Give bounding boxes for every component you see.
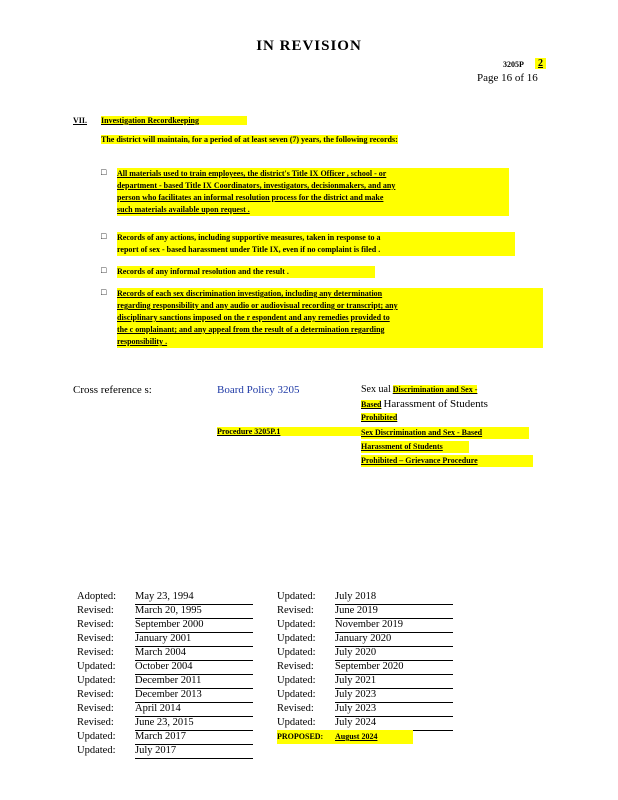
history-date: June 23, 2015: [135, 716, 253, 731]
history-date: November 2019: [335, 618, 453, 633]
history-row: [77, 674, 253, 688]
history-row: [277, 702, 453, 716]
bullet-checkbox-icon: □: [101, 265, 107, 275]
board-policy-title-harassment: Harassment of Students: [383, 398, 488, 410]
history-row: [277, 618, 453, 632]
history-row: [77, 590, 253, 604]
board-policy-link[interactable]: Board Policy 3205: [217, 384, 300, 396]
section-intro-text: The district will maintain, for a period of at least seven (7) years, the following records:: [101, 135, 398, 144]
history-date: September 2000: [135, 618, 253, 633]
bullet-item-training-materials: [117, 168, 509, 216]
history-date: July 2021: [335, 674, 453, 689]
page-number: Page 16 of 16: [477, 72, 538, 84]
history-label: Adopted:: [77, 591, 117, 602]
procedure-title-line2: Harassment of Students: [361, 441, 469, 453]
history-label: Updated:: [277, 675, 316, 686]
history-label: Revised:: [77, 647, 114, 658]
history-row: [277, 674, 453, 688]
history-date: December 2011: [135, 674, 253, 689]
history-row: [277, 604, 453, 618]
section-number: VII.: [73, 116, 88, 125]
history-label: Updated:: [77, 661, 116, 672]
bullet-line: Records of any actions, including supportive measures, taken in response to a: [117, 233, 381, 242]
proposed-date: August 2024: [335, 732, 378, 741]
history-label: Revised:: [77, 605, 114, 616]
history-label: Updated:: [277, 689, 316, 700]
history-row: [77, 688, 253, 702]
history-row: [77, 730, 253, 744]
history-row: [77, 646, 253, 660]
section-title: Investigation Recordkeeping: [101, 116, 247, 125]
section-intro: [101, 134, 501, 146]
history-row-proposed: [277, 730, 453, 744]
history-row: [77, 604, 253, 618]
bullet-line: such materials available upon request .: [117, 205, 250, 214]
history-date: March 2017: [135, 730, 253, 745]
history-date: July 2023: [335, 688, 453, 703]
history-label: Revised:: [77, 717, 114, 728]
procedure-title-line1: Sex Discrimination and Sex - Based: [361, 427, 529, 439]
bullet-item-actions-records: [117, 232, 515, 256]
history-date: October 2004: [135, 660, 253, 675]
history-label: Updated:: [77, 745, 116, 756]
bullet-line: Records of any informal resolution and the result .: [117, 267, 289, 276]
history-label: Updated:: [77, 731, 116, 742]
history-label: Updated:: [277, 619, 316, 630]
history-date: December 2013: [135, 688, 253, 703]
history-label: Updated:: [277, 717, 316, 728]
revision-history-left: [77, 590, 253, 758]
history-date: June 2019: [335, 604, 453, 619]
history-row: [77, 618, 253, 632]
bullet-checkbox-icon: □: [101, 231, 107, 241]
history-row: [77, 632, 253, 646]
bullet-line: Records of each sex discrimination investigation, including any determination: [117, 289, 383, 298]
history-label: Revised:: [77, 689, 114, 700]
bullet-line: the c omplainant; and any appeal from the result of a determination regarding: [117, 325, 385, 334]
history-row: [277, 632, 453, 646]
history-label: Revised:: [277, 703, 314, 714]
history-date: July 2017: [135, 744, 253, 759]
cross-reference-label: Cross reference s:: [73, 384, 152, 396]
history-date: January 2001: [135, 632, 253, 647]
procedure-title-line3: Prohibited – Grievance Procedure: [361, 455, 533, 467]
history-date: July 2020: [335, 646, 453, 661]
history-date: September 2020: [335, 660, 453, 675]
bullet-line: responsibility .: [117, 337, 168, 346]
document-number: 3205P: [503, 60, 524, 69]
history-label: Revised:: [277, 605, 314, 616]
history-label: Updated:: [277, 591, 316, 602]
history-date: July 2023: [335, 702, 453, 717]
history-label: Revised:: [277, 661, 314, 672]
history-label: Updated:: [277, 633, 316, 644]
bullet-line: person who facilitates an informal resolution process for the district and make: [117, 193, 384, 202]
procedure-reference[interactable]: Procedure 3205P.1: [217, 427, 361, 436]
history-row: [277, 716, 453, 730]
bullet-line: report of sex - based harassment under Title IX, even if no complaint is filed .: [117, 245, 381, 254]
bullet-item-investigation-records: [117, 288, 543, 348]
history-label: Updated:: [77, 675, 116, 686]
history-label: Revised:: [77, 703, 114, 714]
history-row: [277, 688, 453, 702]
history-row: [77, 702, 253, 716]
history-date: March 20, 1995: [135, 604, 253, 619]
board-policy-title-line3: [361, 412, 529, 424]
history-date: July 2018: [335, 590, 453, 605]
history-row: [277, 646, 453, 660]
board-policy-title: [361, 384, 529, 396]
revision-history-right: [277, 590, 453, 744]
history-date: March 2004: [135, 646, 253, 661]
history-label: Revised:: [77, 633, 114, 644]
bullet-item-informal-resolution: [117, 266, 375, 278]
bullet-line: regarding responsibility and any audio or audiovisual recording or transcript; any: [117, 301, 398, 310]
history-row: [277, 660, 453, 674]
history-label: Revised:: [77, 619, 114, 630]
bullet-line: All materials used to train employees, the district's Title IX Officer , school - or: [117, 169, 387, 178]
document-status-title: IN REVISION: [256, 38, 362, 54]
history-date: April 2014: [135, 702, 253, 717]
history-date: July 2024: [335, 716, 453, 731]
history-label: Updated:: [277, 647, 316, 658]
board-policy-title-prohibited: Prohibited: [361, 413, 398, 422]
history-row: [77, 716, 253, 730]
bullet-line: department - based Title IX Coordinators, investigators, decisionmakers, and any: [117, 181, 396, 190]
bullet-checkbox-icon: □: [101, 287, 107, 297]
history-row: [77, 744, 253, 758]
bullet-checkbox-icon: □: [101, 167, 107, 177]
history-row: [277, 590, 453, 604]
board-policy-title-word: Sex ual: [361, 384, 391, 395]
history-date: May 23, 1994: [135, 590, 253, 605]
board-policy-title-line2: [361, 398, 529, 411]
history-date: January 2020: [335, 632, 453, 647]
board-policy-title-based: Based: [361, 400, 382, 409]
history-row: [77, 660, 253, 674]
document-number-suffix: 2: [535, 58, 546, 69]
bullet-line: disciplinary sanctions imposed on the r espondent and any remedies provided to: [117, 313, 390, 322]
proposed-highlight: [277, 730, 413, 744]
board-policy-title-highlight: Discrimination and Sex -: [392, 385, 478, 394]
proposed-label: PROPOSED:: [277, 732, 324, 741]
